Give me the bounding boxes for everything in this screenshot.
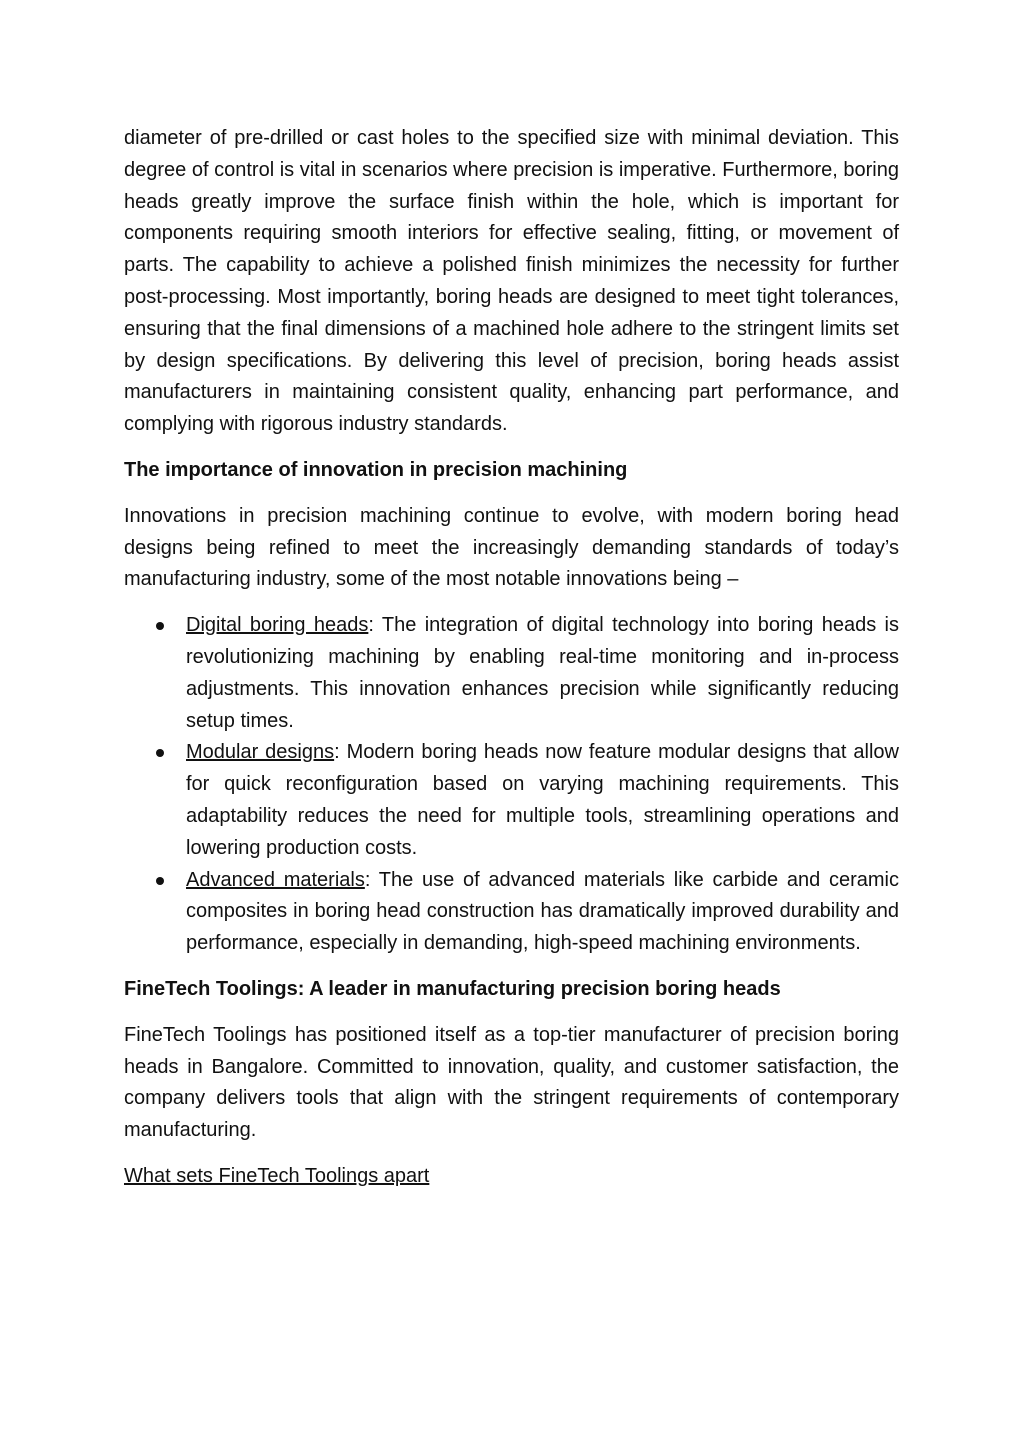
what-sets-apart-subheading: What sets FineTech Toolings apart — [124, 1164, 430, 1187]
bullet-icon — [156, 622, 164, 630]
list-item — [124, 865, 899, 960]
document-page — [124, 123, 899, 1193]
innovation-bullet-list — [124, 610, 899, 960]
bullet-text: : Modern boring heads now feature modular designs that allow for quick reconfiguration based on varying machining requirements. This adaptability reduces the need for multiple tools, streamlining operations and lowering production costs. — [186, 741, 899, 859]
bullet-text: : The integration of digital technology into boring heads is revolutionizing machining by enabling real-time monitoring and in-process adjustments. This innovation enhances precision while significantly reducing setup times. — [186, 614, 899, 732]
bullet-text: : The use of advanced materials like carbide and ceramic composites in boring head construction has dramatically improved durability and performance, especially in demanding, high-speed machining environments. — [186, 868, 899, 955]
bullet-icon — [156, 877, 164, 885]
list-item — [124, 737, 899, 864]
finetech-heading: FineTech Toolings: A leader in manufacturing precision boring heads — [124, 977, 781, 1000]
intro-paragraph: diameter of pre-drilled or cast holes to the specified size with minimal deviation. This degree of control is vital in scenarios where precision is imperative. Furthermore, boring heads greatly improve the surface finish within the hole, which is important for components requiring smooth interiors for effective sealing, fitting, or movement of parts. The capability to achieve a polished finish minimizes the necessity for further post-processing. Most importantly, boring heads are designed to meet tight tolerances, ensuring that the final dimensions of a machined hole adhere to the stringent limits set by design specifications. By delivering this level of precision, boring heads assist manufacturers in maintaining consistent quality, enhancing part performance, and complying with rigorous industry standards. — [124, 127, 899, 436]
list-item — [124, 610, 899, 737]
bullet-icon — [156, 749, 164, 757]
innovation-paragraph: Innovations in precision machining continue to evolve, with modern boring head designs being refined to meet the increasingly demanding standards of today’s manufacturing industry, some of the most notable innovations being – — [124, 504, 899, 591]
bullet-term: Modular designs — [186, 741, 335, 764]
finetech-paragraph: FineTech Toolings has positioned itself as a top-tier manufacturer of precision boring heads in Bangalore. Committed to innovation, quality, and customer satisfaction, the company delivers tools that align with the stringent requirements of contemporary manufacturing. — [124, 1023, 899, 1142]
innovation-heading: The importance of innovation in precision machining — [124, 458, 628, 481]
bullet-term: Advanced materials — [186, 868, 365, 891]
bullet-term: Digital boring heads — [186, 614, 369, 637]
